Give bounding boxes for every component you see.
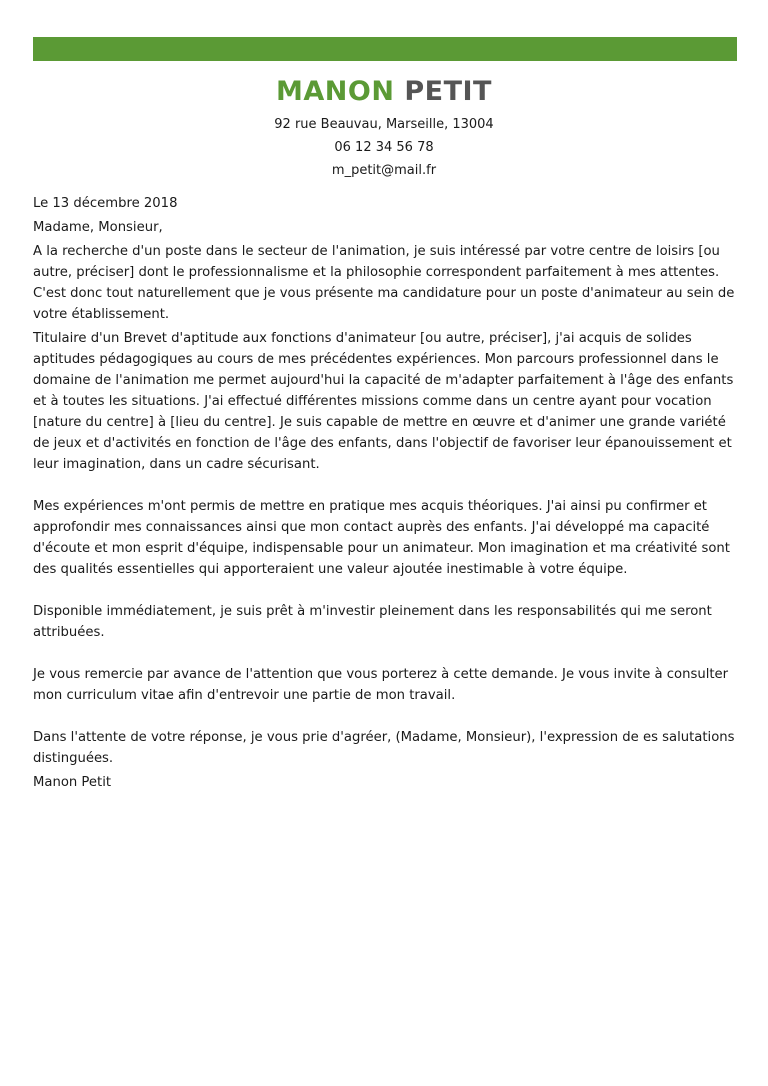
sender-name [0,75,768,109]
sender-first-name: MANON [276,76,395,107]
paragraph-qualifications: Titulaire d'un Brevet d'aptitude aux fonctions d'animateur [ou autre, préciser], j'ai acquis de solides aptitudes pédagogiques au cours de mes précédentes expériences. Mon parcours professionnel dans le domaine de l'animation me permet aujourd'hui la capacité de m'adapter parfaitement à l'âge des enfants et à toutes les situations. J'ai effectué différentes missions comme dans un centre ayant pour vocation [nature du centre] à [lieu du centre]. Je suis capable de mettre en œuvre et d'animer une grande variété de jeux et d'activités en fonction de l'âge des enfants, dans l'objectif de favoriser leur épanouissement et leur imagination, dans un cadre sécurisant. [33,331,734,472]
paragraph-intro: A la recherche d'un poste dans le secteur de l'animation, je suis intéressé par votre centre de loisirs [ou autre, préciser] dont le professionnalisme et la philosophie correspondent parfaitement à mes attentes. C'est donc tout naturellement que je vous présente ma candidature pour un poste d'animateur au sein de votre établissement. [33,244,735,322]
header-accent-bar [33,37,737,61]
letter-salutation: Madame, Monsieur, [33,220,163,235]
sender-last-name: PETIT [404,76,492,107]
letter-signature: Manon Petit [33,775,112,790]
paragraph-availability: Disponible immédiatement, je suis prêt à m'investir pleinement dans les responsabilités qui me seront attribuées. [33,604,712,640]
paragraph-experience: Mes expériences m'ont permis de mettre en pratique mes acquis théoriques. J'ai ainsi pu confirmer et approfondir mes connaissances ainsi que mon contact auprès des enfants. J'ai développé ma capacité d'écoute et mon esprit d'équipe, indispensable pour un animateur. Mon imagination et ma créativité sont des qualités essentielles qui apporteraient une valeur ajoutée inestimable à votre équipe. [33,499,730,577]
letter-header [0,75,768,182]
sender-phone: 06 12 34 56 78 [334,140,434,155]
letter-body [33,193,739,793]
sender-email: m_petit@mail.fr [331,163,437,178]
paragraph-thanks: Je vous remercie par avance de l'attention que vous porterez à cette demande. Je vous invite à consulter mon curriculum vitae afin d'entrevoir une partie de mon travail. [33,667,729,703]
letter-date: Le 13 décembre 2018 [33,196,178,211]
paragraph-closing: Dans l'attente de votre réponse, je vous prie d'agréer, (Madame, Monsieur), l'expression de es salutations distinguées. [33,730,735,766]
sender-address: 92 rue Beauvau, Marseille, 13004 [274,117,494,132]
